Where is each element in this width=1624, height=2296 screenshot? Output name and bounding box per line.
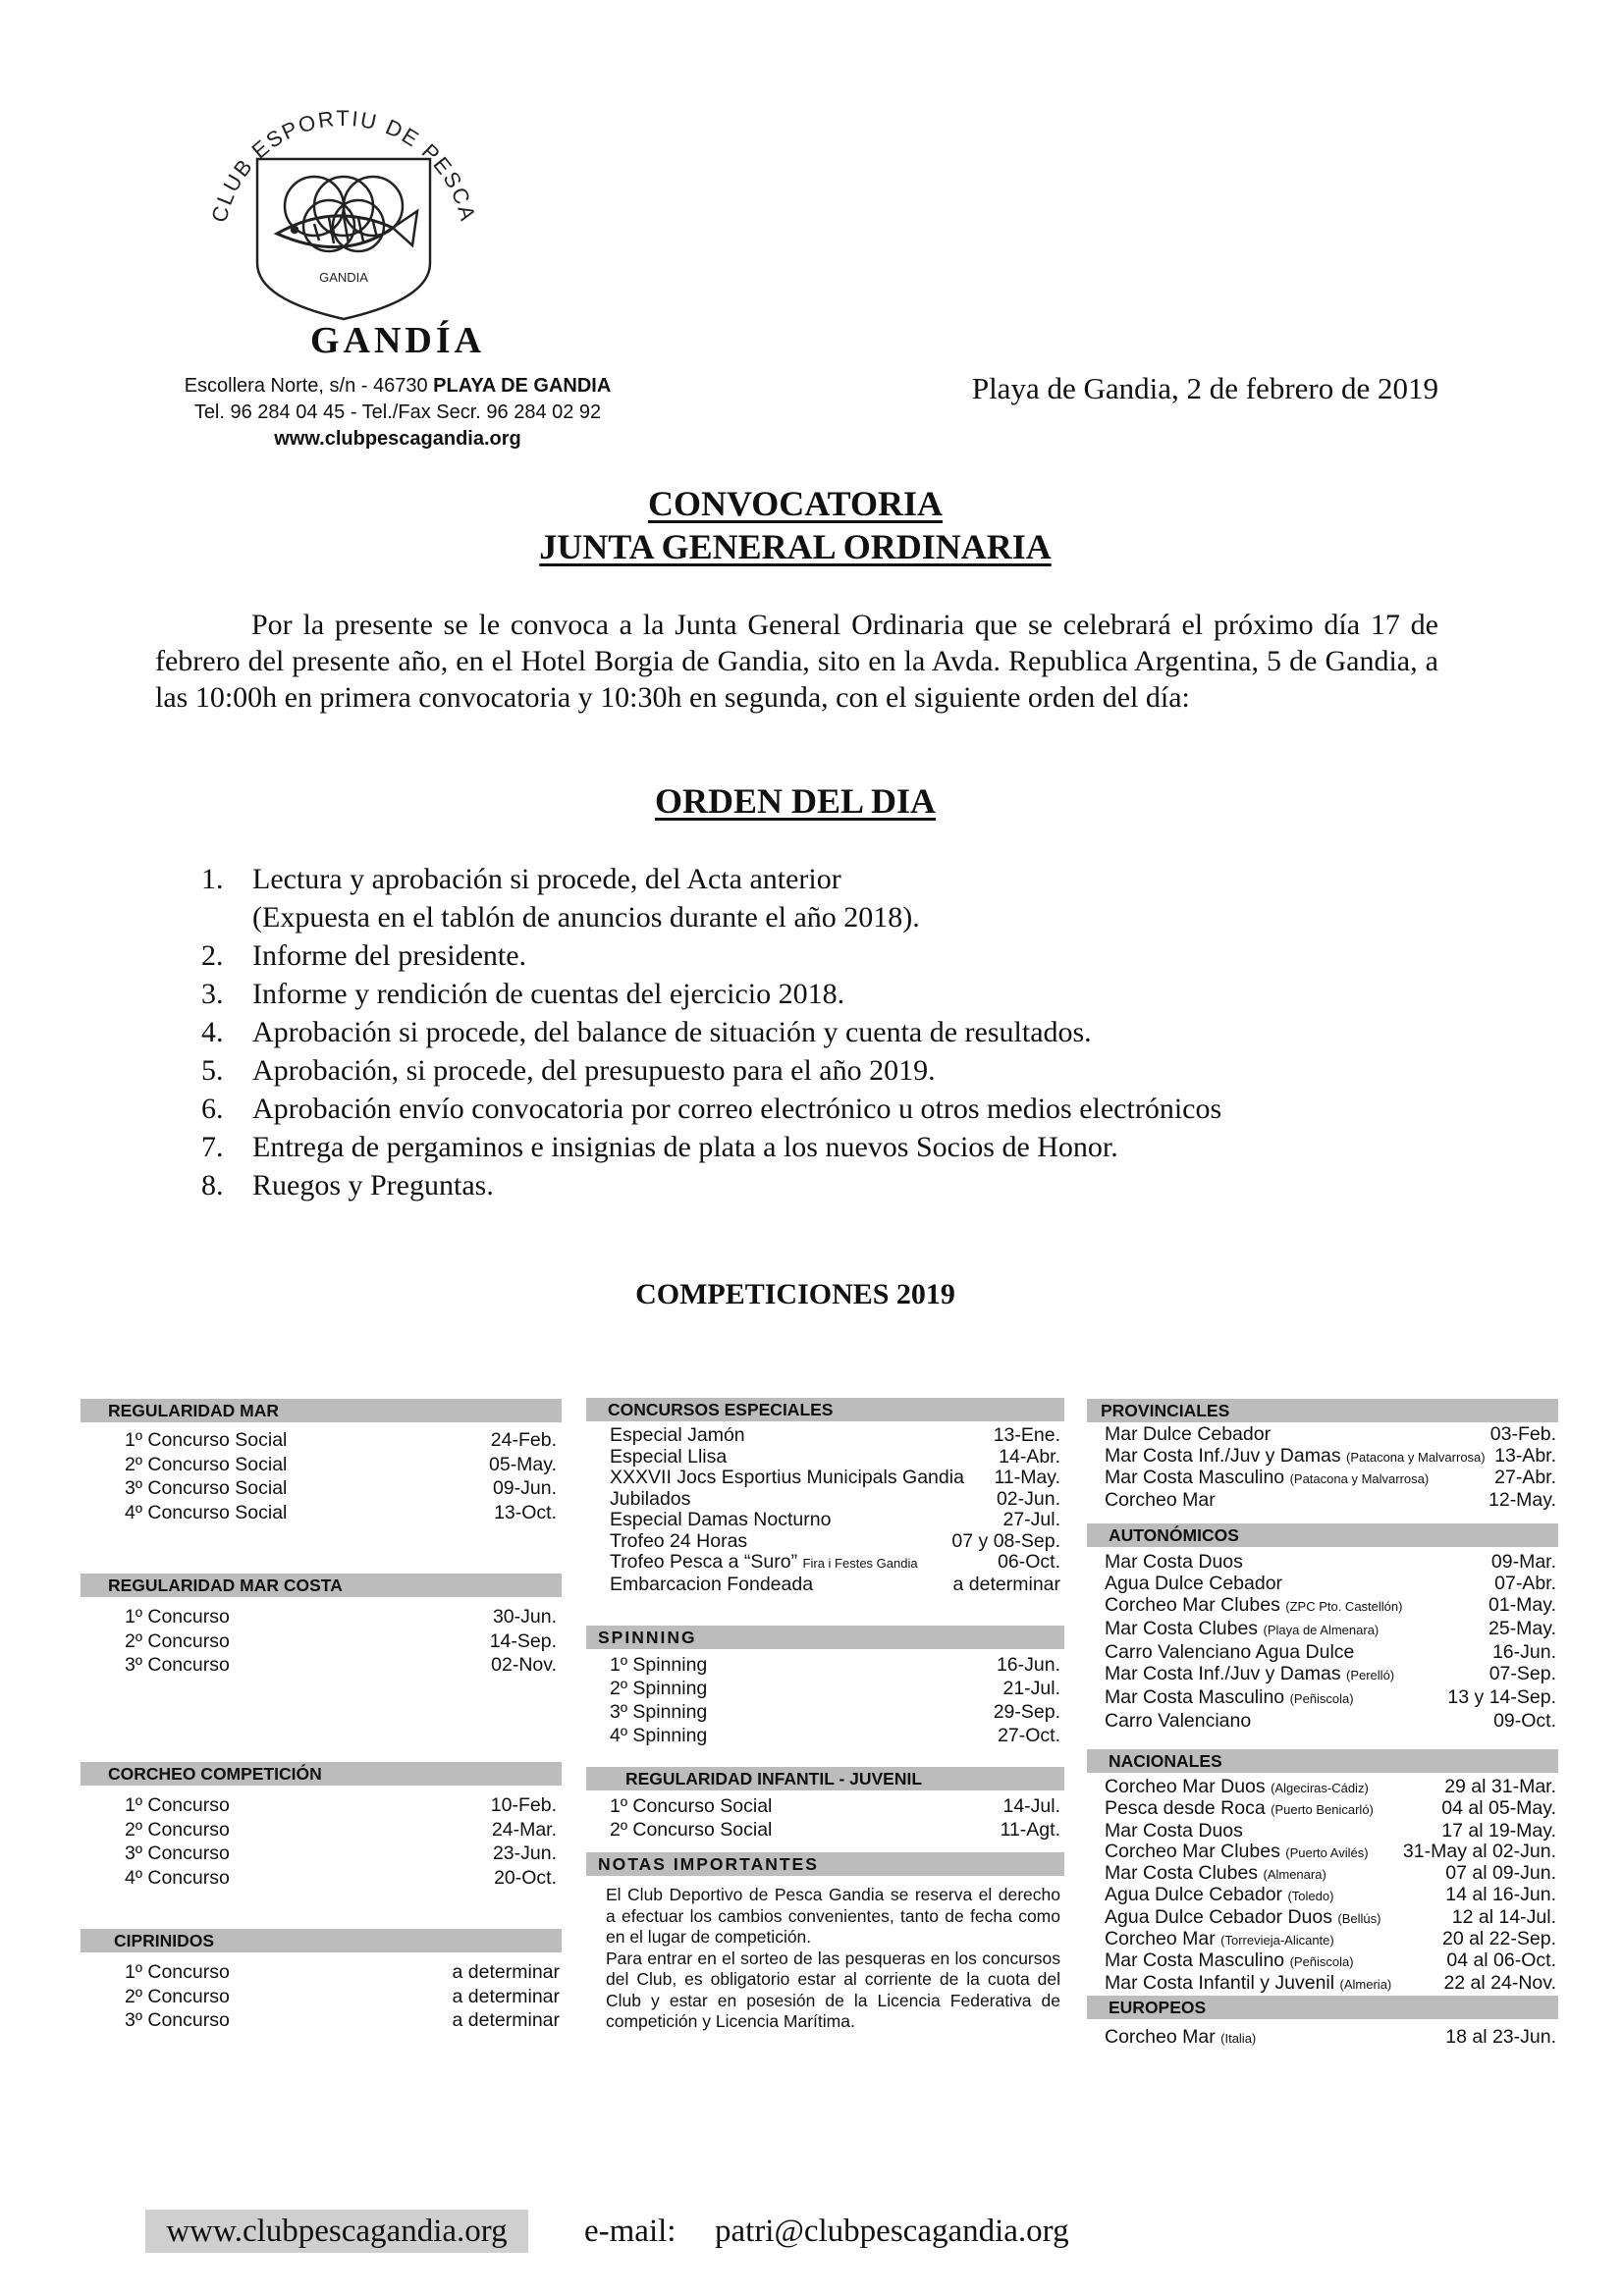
competition-row: 2º Concurso 24-Mar. — [125, 1818, 557, 1841]
competition-row: 2º Concurso Social 11-Agt. — [610, 1819, 1060, 1841]
competition-row: 1º Concurso 10-Feb. — [125, 1794, 557, 1816]
agenda-item: 6. Aprobación envío convocatoria por correo electrónico u otros medios electrónicos — [201, 1093, 1222, 1125]
section-header: NACIONALES — [1087, 1749, 1558, 1773]
competition-row: 3º Spinning 29-Sep. — [610, 1701, 1060, 1723]
competition-row: Jubilados 02-Jun. — [610, 1487, 1060, 1510]
competition-row: Agua Dulce Cebador Duos (Bellús) 12 al 14-Jul. — [1105, 1905, 1556, 1928]
competition-row: Mar Costa Masculino (Peñiscola) 04 al 06-Oct. — [1105, 1949, 1556, 1972]
competition-row: Mar Costa Duos 17 al 19-May. — [1105, 1819, 1556, 1842]
competition-row: Carro Valenciano 09-Oct. — [1105, 1710, 1556, 1732]
agenda-item: 5. Aprobación, si procede, del presupuesto para el año 2019. — [201, 1054, 936, 1087]
section-regularidad-mar-costa — [81, 1574, 562, 1678]
club-logo — [196, 108, 491, 334]
fish-emblem-icon — [257, 159, 430, 319]
agenda-item: 8. Ruegos y Preguntas. — [201, 1169, 494, 1201]
competition-row: Mar Costa Clubes (Playa de Almenara) 25-May. — [1105, 1618, 1556, 1639]
competition-row: 2º Concurso a determinar — [125, 1985, 560, 2007]
logo-inner-text: GANDIA — [319, 270, 368, 285]
title-junta: JUNTA GENERAL ORDINARIA — [539, 527, 1052, 566]
section-header: REGULARIDAD MAR — [81, 1399, 562, 1422]
section-header: CORCHEO COMPETICIÓN — [81, 1762, 562, 1786]
competition-row: Corcheo Mar (Italia) 18 al 23-Jun. — [1105, 2026, 1556, 2048]
agenda-item: 3. Informe y rendición de cuentas del ejercicio 2018. — [201, 978, 845, 1010]
section-regularidad-infantil — [586, 1767, 1064, 1842]
section-header: PROVINCIALES — [1087, 1399, 1558, 1422]
competition-row: Mar Costa Masculino (Peñiscola) 13 y 14-Sep. — [1105, 1686, 1556, 1708]
competition-row: 1º Concurso a determinar — [125, 1961, 560, 1983]
competition-row: Especial Damas Nocturno 27-Jul. — [610, 1509, 1060, 1530]
section-header: AUTONÓMICOS — [1087, 1523, 1558, 1547]
agenda-title: ORDEN DEL DIA — [654, 781, 937, 821]
competition-row: Corcheo Mar Duos (Algeciras-Cádiz) 29 al 31-Mar. — [1105, 1776, 1556, 1797]
section-header: REGULARIDAD INFANTIL - JUVENIL — [586, 1767, 1064, 1790]
competition-row: 4º Concurso 20-Oct. — [125, 1866, 557, 1889]
competition-row: Trofeo Pesca a “Suro” Fira i Festes Gandia 06-Oct. — [610, 1551, 1060, 1573]
agenda-item: 4. Aprobación si procede, del balance de situación y cuenta de resultados. — [201, 1016, 1092, 1048]
section-provinciales — [1087, 1399, 1558, 1511]
competition-row: Corcheo Mar Clubes (Puerto Avilés) 31-May al 02-Jun. — [1105, 1840, 1556, 1862]
section-ciprinidos — [81, 1929, 562, 2033]
competition-row: Carro Valenciano Agua Dulce 16-Jun. — [1105, 1641, 1556, 1663]
competition-row: 3º Concurso Social 09-Jun. — [125, 1477, 557, 1499]
competition-row: 1º Concurso 30-Jun. — [125, 1606, 557, 1628]
competition-row: Corcheo Mar (Torrevieja-Alicante) 20 al 22-Sep. — [1105, 1928, 1556, 1950]
intro-paragraph: Por la presente se le convoca a la Junta General Ordinaria que se celebrará el próximo día 17 de febrero del presente año, en el Hotel Borgia de Gandia, sito en la Avda. Republica Argentina, 5 de Gandia, a las 10:00h en primera convocatoria y 10:30h en segunda, con el siguiente orden del día: — [155, 609, 1438, 714]
section-europeos — [1087, 1996, 1558, 2052]
footer-website-link[interactable]: www.clubpescagandia.org — [145, 2210, 528, 2253]
competition-row: 3º Concurso 02-Nov. — [125, 1654, 557, 1676]
competition-row: Mar Costa Duos 09-Mar. — [1105, 1551, 1556, 1573]
section-corcheo-competicion — [81, 1762, 562, 1890]
competition-row: 4º Concurso Social 13-Oct. — [125, 1501, 557, 1523]
competition-row: Corcheo Mar 12-May. — [1105, 1488, 1556, 1511]
competition-row: 1º Concurso Social 14-Jul. — [610, 1795, 1060, 1817]
competition-row: Mar Costa Inf./Juv y Damas (Patacona y Malvarrosa) 13-Abr. — [1105, 1444, 1556, 1467]
competition-row: Corcheo Mar Clubes (ZPC Pto. Castellón) 01-May. — [1105, 1594, 1556, 1616]
competition-row: Especial Llisa 14-Abr. — [610, 1445, 1060, 1468]
notes-paragraph: El Club Deportivo de Pesca Gandia se reserva el derecho a efectuar los cambios convenientes, tanto de fecha como en el lugar de competición. — [606, 1885, 1060, 1947]
club-name: GANDÍA — [309, 320, 486, 361]
competition-row: Pesca desde Roca (Puerto Benicarló) 04 al 05-May. — [1105, 1797, 1556, 1820]
letter-date: Playa de Gandia, 2 de febrero de 2019 — [971, 371, 1438, 405]
section-concursos-especiales — [586, 1398, 1064, 1595]
competition-row: 3º Concurso a determinar — [125, 2009, 560, 2031]
competition-row: 2º Concurso 14-Sep. — [125, 1629, 557, 1652]
section-header: CIPRINIDOS — [81, 1929, 562, 1952]
competition-row: Mar Dulce Cebador 03-Feb. — [1105, 1423, 1556, 1445]
notes-paragraph: Para entrar en el sorteo de las pesqueras en los concursos del Club, es obligatorio estar al corriente de la cuota del Club y estar en posesión de la Licencia Federativa de competición y Licencia Marítima. — [606, 1948, 1060, 2031]
club-address-block — [118, 373, 677, 453]
competition-row: Mar Costa Clubes (Almenara) 07 al 09-Jun. — [1105, 1862, 1556, 1885]
competition-row: 1º Spinning 16-Jun. — [610, 1654, 1060, 1676]
logo-arc-text: CLUB ESPORTIU DE PESCA — [206, 108, 481, 226]
section-regularidad-mar — [81, 1399, 562, 1524]
club-address: Escollera Norte, s/n - 46730 PLAYA DE GANDIA — [184, 375, 612, 397]
competition-row: Trofeo 24 Horas 07 y 08-Sep. — [610, 1529, 1060, 1552]
competition-row: 2º Concurso Social 05-May. — [125, 1453, 557, 1475]
agenda-item: 2. Informe del presidente. — [201, 939, 527, 972]
title-convocatoria: CONVOCATORIA — [648, 484, 943, 523]
competition-row: Mar Costa Masculino (Patacona y Malvarrosa) 27-Abr. — [1105, 1467, 1556, 1488]
section-header: EUROPEOS — [1087, 1996, 1558, 2019]
competition-row: 4º Spinning 27-Oct. — [610, 1725, 1060, 1746]
competition-row: 1º Concurso Social 24-Feb. — [125, 1429, 557, 1451]
agenda-item: 7. Entrega de pergaminos e insignias de plata a los nuevos Socios de Honor. — [201, 1131, 1118, 1163]
competition-row: Mar Costa Inf./Juv y Damas (Perelló) 07-Sep. — [1105, 1663, 1556, 1684]
section-header: SPINNING — [586, 1626, 1064, 1649]
section-header: REGULARIDAD MAR COSTA — [81, 1574, 562, 1597]
competitions-title: COMPETICIONES 2019 — [635, 1278, 955, 1310]
club-phones: Tel. 96 284 04 45 - Tel./Fax Secr. 96 284 02 92 — [193, 401, 602, 423]
section-header: CONCURSOS ESPECIALES — [586, 1398, 1064, 1421]
competition-row: XXXVII Jocs Esportius Municipals Gandia 11-May. — [610, 1467, 1060, 1488]
competition-row: Agua Dulce Cebador (Toledo) 14 al 16-Jun. — [1105, 1884, 1556, 1906]
competition-row: Embarcacion Fondeada a determinar — [610, 1573, 1060, 1595]
section-nacionales — [1087, 1749, 1558, 1995]
section-autonomicos — [1087, 1523, 1558, 1732]
club-address-bold: PLAYA DE GANDIA — [433, 375, 612, 397]
competition-row: Especial Jamón 13-Ene. — [610, 1424, 1060, 1446]
competition-row: Agua Dulce Cebador 07-Abr. — [1105, 1573, 1556, 1594]
club-web: www.clubpescagandia.org — [274, 428, 521, 450]
competition-row: 2º Spinning 21-Jul. — [610, 1678, 1060, 1699]
competition-row: 3º Concurso 23-Jun. — [125, 1842, 557, 1864]
section-notas-importantes — [586, 1852, 1064, 2033]
section-header: NOTAS IMPORTANTES — [586, 1852, 1064, 1876]
agenda-list — [201, 860, 1478, 1204]
footer-email-link[interactable]: patri@clubpescagandia.org — [715, 2214, 1069, 2249]
section-spinning — [586, 1626, 1064, 1747]
agenda-item: 1. Lectura y aprobación si procede, del Acta anterior (Expuesta en el tablón de anuncios durante el año 2018). — [201, 863, 920, 934]
competition-row: Mar Costa Infantil y Juvenil (Almeria) 22 al 24-Nov. — [1105, 1971, 1556, 1994]
footer-email-label: e-mail: — [584, 2214, 677, 2249]
